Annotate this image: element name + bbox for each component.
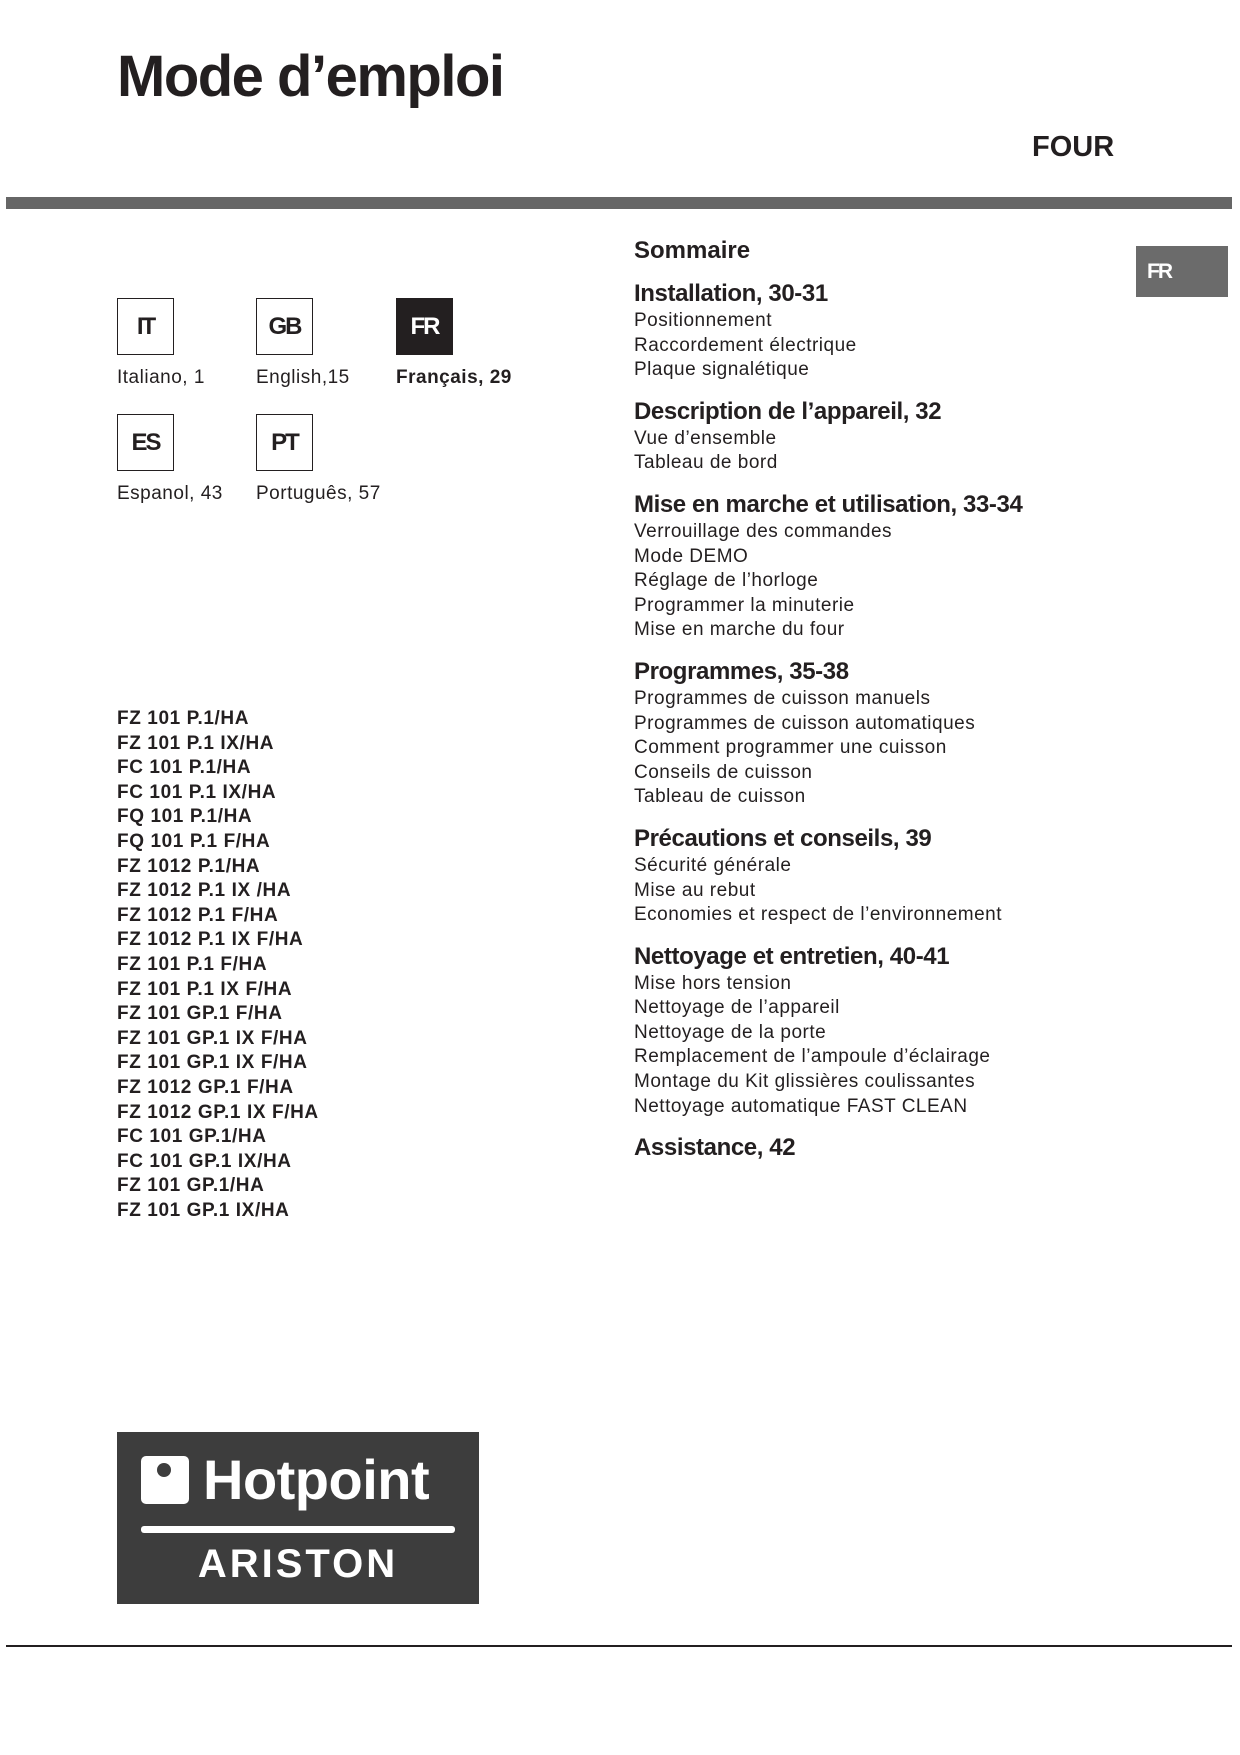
logo-sub-text: ARISTON <box>197 1542 399 1586</box>
header-rule <box>6 197 1232 209</box>
toc-item[interactable]: Nettoyage de la porte <box>634 1021 827 1043</box>
toc-item[interactable]: Programmer la minuterie <box>634 594 855 616</box>
model-item: FZ 101 GP.1 IX/HA <box>117 1199 290 1221</box>
toc-section-description <box>634 397 1114 476</box>
toc-item[interactable]: Mise hors tension <box>634 972 792 994</box>
model-item: FZ 101 P.1 F/HA <box>117 953 268 975</box>
footer-rule <box>6 1645 1232 1647</box>
toc-item[interactable]: Conseils de cuisson <box>634 761 813 783</box>
model-item: FQ 101 P.1/HA <box>117 806 253 828</box>
toc-item[interactable]: Economies et respect de l’environnement <box>634 904 1003 926</box>
model-item: FZ 1012 GP.1 IX F/HA <box>117 1101 319 1123</box>
language-item-pt[interactable] <box>256 414 416 505</box>
toc-section-programmes <box>634 657 1114 810</box>
language-code-box-active: FR <box>396 298 453 355</box>
toc-heading: Sommaire <box>634 237 751 264</box>
toc-item[interactable]: Comment programmer une cuisson <box>634 737 947 759</box>
model-list <box>117 707 319 1223</box>
model-item: FZ 101 GP.1 IX F/HA <box>117 1027 308 1049</box>
toc-item[interactable]: Plaque signalétique <box>634 359 810 381</box>
toc-item[interactable]: Verrouillage des commandes <box>634 520 893 542</box>
toc-section-title[interactable]: Programmes, 35-38 <box>634 657 849 685</box>
toc-item[interactable]: Programmes de cuisson automatiques <box>634 712 976 734</box>
language-item-gb[interactable] <box>256 298 416 389</box>
language-code-box: IT <box>117 298 174 355</box>
toc-item[interactable]: Raccordement électrique <box>634 334 857 356</box>
toc-item[interactable]: Vue d’ensemble <box>634 427 777 449</box>
model-item: FZ 101 GP.1 IX F/HA <box>117 1052 308 1074</box>
toc-item[interactable]: Mise au rebut <box>634 879 756 901</box>
language-tab-label: FR <box>1147 259 1171 283</box>
language-code-box: PT <box>256 414 313 471</box>
language-item-es[interactable] <box>117 414 277 505</box>
model-item: FC 101 GP.1/HA <box>117 1126 267 1148</box>
model-item: FC 101 P.1/HA <box>117 757 252 779</box>
toc-item[interactable]: Nettoyage de l’appareil <box>634 997 840 1019</box>
toc-item[interactable]: Réglage de l’horloge <box>634 570 819 592</box>
logo-brand-text: Hotpoint <box>203 1448 430 1511</box>
toc-section-title[interactable]: Mise en marche et utilisation, 33-34 <box>634 490 1023 518</box>
toc-item[interactable]: Nettoyage automatique FAST CLEAN <box>634 1095 968 1117</box>
toc-section-title[interactable]: Assistance, 42 <box>634 1134 796 1162</box>
language-item-it[interactable] <box>117 298 277 389</box>
model-item: FZ 101 P.1/HA <box>117 708 250 729</box>
toc-section-title[interactable]: Description de l’appareil, 32 <box>634 397 942 425</box>
toc-section-title[interactable]: Précautions et conseils, 39 <box>634 824 932 852</box>
model-item: FZ 101 P.1 IX F/HA <box>117 978 293 1000</box>
toc-item[interactable]: Tableau de bord <box>634 452 778 474</box>
hotpoint-mark-icon <box>141 1456 189 1504</box>
brand-logo <box>117 1432 479 1604</box>
toc-item[interactable]: Remplacement de l’ampoule d’éclairage <box>634 1046 991 1068</box>
model-item: FC 101 GP.1 IX/HA <box>117 1150 292 1172</box>
language-item-fr[interactable] <box>396 298 556 389</box>
logo-divider <box>141 1526 455 1533</box>
language-code-box: ES <box>117 414 174 471</box>
model-item: FZ 1012 P.1 F/HA <box>117 904 279 926</box>
model-item: FZ 1012 P.1 IX /HA <box>117 880 292 902</box>
model-item: FC 101 P.1 IX/HA <box>117 781 277 803</box>
model-item: FZ 101 GP.1/HA <box>117 1175 265 1197</box>
toc-item[interactable]: Tableau de cuisson <box>634 786 806 808</box>
product-type: FOUR <box>1032 131 1115 163</box>
model-item: FZ 1012 GP.1 F/HA <box>117 1076 294 1098</box>
toc-item[interactable]: Mise en marche du four <box>634 619 845 641</box>
toc-item[interactable]: Montage du Kit glissières coulissantes <box>634 1071 976 1093</box>
model-item: FZ 1012 P.1/HA <box>117 855 261 877</box>
toc-section-precautions <box>634 824 1114 928</box>
model-item: FZ 101 GP.1 F/HA <box>117 1003 283 1025</box>
language-label: Português, 57 <box>256 483 381 504</box>
model-item: FZ 101 P.1 IX/HA <box>117 732 275 754</box>
language-label: Espanol, 43 <box>117 483 223 504</box>
toc-section-installation <box>634 279 1114 383</box>
model-item: FQ 101 P.1 F/HA <box>117 830 271 852</box>
language-label-active: Français, 29 <box>396 367 512 388</box>
toc-item[interactable]: Sécurité générale <box>634 854 792 876</box>
toc-section-nettoyage <box>634 942 1114 1120</box>
language-label: Italiano, 1 <box>117 367 205 388</box>
toc-section-assistance <box>634 1133 1114 1163</box>
toc-section-title[interactable]: Installation, 30-31 <box>634 280 828 307</box>
language-label: English,15 <box>256 367 350 388</box>
table-of-contents <box>634 232 1114 1177</box>
model-item: FZ 1012 P.1 IX F/HA <box>117 929 304 951</box>
toc-item[interactable]: Programmes de cuisson manuels <box>634 687 931 709</box>
toc-section-title[interactable]: Nettoyage et entretien, 40-41 <box>634 942 950 970</box>
toc-item[interactable]: Mode DEMO <box>634 545 749 567</box>
toc-item[interactable]: Positionnement <box>634 310 772 331</box>
language-code-box: GB <box>256 298 313 355</box>
toc-section-mise-en-marche <box>634 490 1114 643</box>
document-title: Mode d’emploi <box>117 44 504 109</box>
language-tab <box>1136 246 1228 297</box>
